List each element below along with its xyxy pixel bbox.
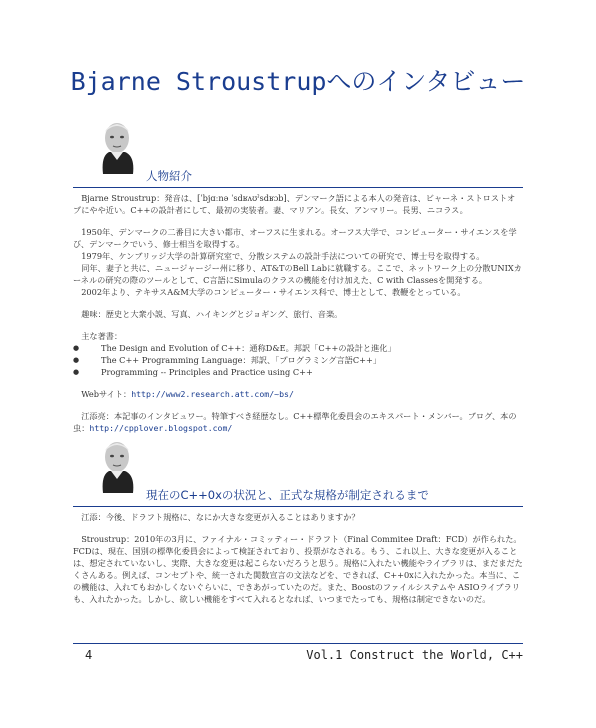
section-title: 現在のC++0xの状況と、正式な規格が制定されるまで [146, 488, 429, 502]
bio-paragraph: 2002年より、テキサスA&M大学のコンピューター・サイエンス科で、博士として、教鞭をとっている。 [81, 287, 466, 297]
section-profile [73, 118, 523, 434]
section-body [73, 192, 523, 434]
pronunciation-paragraph: Bjarne Stroustrup：発音は、[ˈbjɑːnə ˈsdʁʌʊˀsdʁɔb]、デンマーク語による本人の発音は、ビャーネ・ストロストオプにやや近い。C++の設計者にして、最初の実装者。妻、マリアン。長女、アンマリー。長男、ニコラス。 [73, 193, 516, 215]
interviewer-text: 江添亮：本記事のインタビュワー。特筆すべき経歴なし。C++標準化委員会のエキスパート・メンバー。ブログ、本の虫： [73, 411, 517, 433]
section-header [73, 118, 523, 188]
list-item: ● The Design and Evolution of C++：通称D&E。邦訳「C++の設計と進化」 [87, 342, 523, 354]
hobby-paragraph: 趣味：歴史と大衆小説、写真、ハイキングとジョギング、旅行、音楽。 [81, 309, 343, 319]
list-item: ● Programming -- Principles and Practice using C++ [87, 366, 523, 378]
website-link[interactable]: http://www2.research.att.com/~bs/ [131, 389, 294, 399]
section-rule [73, 187, 523, 188]
website-label: Webサイト： [81, 389, 132, 399]
bio-paragraph: 同年、妻子と共に、ニュージャージー州に移り、AT&TのBell Labに就職する。ここで、ネットワーク上の分散UNIXカーネルの研究の際のツールとして、C言語にSimulaのクラスの機能を付け加えた、C with Classesを開発する。 [73, 263, 522, 285]
section-header [73, 437, 523, 507]
footer-title: Vol.1 Construct the World, C++ [306, 648, 523, 662]
bio-paragraph: 1979年、ケンブリッジ大学の計算研究室で、分散システムの設計手法についての研究で、博士号を取得する。 [81, 251, 485, 261]
section-rule [73, 506, 523, 507]
section-body [73, 511, 523, 605]
blog-link[interactable]: http://cpplover.blogspot.com/ [89, 423, 233, 433]
works-label: 主な著書： [81, 331, 123, 341]
bio-paragraph: 1950年、デンマークの二番目に大きい都市、オーフスに生まれる。オーフス大学で、コンピューター・サイエンスを学び、デンマークでいう、修士相当を取得する。 [73, 227, 517, 249]
list-item: ● The C++ Programming Language：邦訳、「プログラミング言語C++」 [87, 354, 523, 366]
section-status [73, 437, 523, 605]
page-title: Bjarne Stroustrupへのインタビュー [70, 67, 526, 96]
interviewer-paragraph [73, 410, 523, 434]
page-number: 4 [85, 648, 93, 662]
section-title: 人物紹介 [146, 169, 192, 183]
question-paragraph: 江添：今後、ドラフト規格に、なにか大きな変更が入ることはありますか？ [81, 512, 360, 522]
website-line [73, 388, 523, 400]
portrait-photo [93, 437, 141, 493]
works-list [73, 342, 523, 378]
footer-rule [73, 643, 523, 644]
portrait-photo [93, 118, 141, 174]
answer-paragraph: Stroustrup：2010年の3月に、ファイナル・コミッティー・ドラフト（Final Commitee Draft：FCD）が作られた。FCDは、現在、国別の標準化委員会によって検証されており、投票がなされる。もう、これ以上、大きな変更が入ることは、想定されていないし、実際、大きな変更は起こらないだろうと思う。規格に入れたい機能やライブラリは、まだまだたくさんある。例えば、コンセプトや、統一された関数宣言の文法などを、できれば、C++0xに入れたかった。本当に、この機能は、入れてもおかしくないぐらいに、できあがっていたのだ。また、Boostのファイルシステムや ASIOライブラリも、入れたかった。しかし、欲しい機能をすべて入れるとなれば、いつまでたっても、規格は制定できないのだ。 [73, 534, 523, 604]
